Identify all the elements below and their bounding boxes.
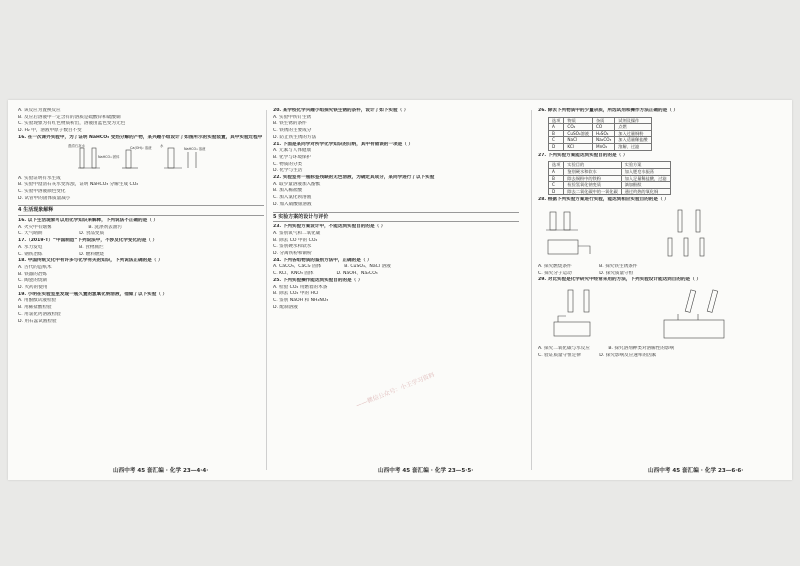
- option-line: C. 实验中溶液颜色变化: [18, 188, 66, 194]
- apparatus-figure: [18, 144, 264, 174]
- question-27: 27. 下列实验方案能达到实验目的的是（ ）: [538, 152, 628, 158]
- page-footer: 山西中考 45 套汇编 · 化学 23—6·6·: [648, 468, 744, 474]
- column-divider: [266, 110, 267, 470]
- question-26: 26. 除去下列物质中的少量杂质，所选试剂和操作方法正确的是（ ）: [538, 108, 678, 113]
- question-17: 17.（2019·T）“中国制造”下列说法中，不涉及化学变化的是（ ）: [18, 238, 158, 244]
- option-line: A. CaCO₃、CaCl₂ 固体 B. CuSO₄、NaCl 溶液: [273, 264, 391, 270]
- option-line: A. 实验中铁钉生锈: [273, 114, 312, 120]
- column-middle: [273, 108, 519, 474]
- table-row: B 除去铜粉中的铁粉 加入足量稀盐酸，过滤: [549, 175, 671, 182]
- option-line: B. 用稀盐酸检验: [18, 305, 52, 311]
- option-line: B. 反应后溶液中一定含有的溶质是硫酸锌和硫酸铜: [18, 114, 121, 120]
- question-23: 23. 下列实验方案设计中，不能达到实验目的的是（ ）: [273, 224, 386, 230]
- table-row: D KCl MnO₂ 溶解、过滤: [549, 144, 652, 151]
- option-line: C. 陶瓷的烧制: [18, 278, 48, 284]
- option-line: C. 铁锈的主要成分: [273, 128, 312, 134]
- watermark: ——微信公众号：小王学习资料: [355, 371, 436, 410]
- option-line: C. 用氯化钙溶液检验: [18, 311, 61, 317]
- figure-label: Ca(OH)₂ 溶液: [130, 145, 152, 150]
- question-20: 20. 某学校化学兴趣小组探究铁生锈的条件，设计了如下实验（ ）: [273, 108, 409, 113]
- option-line: C. KCl、KNO₃ 固体 D. NaOH、Na₂CO₃: [273, 271, 378, 277]
- question-19: 19. 小明在实验室里发现一瓶久置的氢氧化钠溶液，他做了以下实验（ ）: [18, 291, 168, 297]
- question: 16. 以下生活现象可以用化学知识来解释，下列说法不正确的是（ ）: [18, 218, 158, 224]
- option-line: C. 验证质量守恒定律 D. 探究影响反应速率的因素: [538, 352, 657, 358]
- figure-label: 水: [160, 143, 164, 148]
- figure-label: NaHCO₃ 固体: [98, 154, 120, 159]
- question-22: 22. 实验室有一瓶标签残缺的无色溶液，为确定其成分，某同学进行了以下实验: [273, 175, 435, 181]
- option-line: B. 铁器的冶炼: [18, 271, 48, 277]
- section-heading: 4 生活现象解释: [18, 205, 264, 216]
- option-line: B. 铁生锈的条件: [273, 121, 307, 127]
- option-line: C. 实验现象为有红色物质析出，溶液由蓝色变为无色: [18, 121, 126, 127]
- question-25: 25. 下列实验操作能达到实验目的的是（ ）: [273, 277, 363, 283]
- table-header-row: 选项 实验目的 实验方案: [549, 162, 671, 169]
- option-line: A. 古代的造纸术: [18, 264, 52, 270]
- option-line: D. H₂ 中，溶液中原子数目不变: [18, 128, 82, 134]
- option-line: B. 除去 CO₂ 中的 HCl: [273, 291, 319, 297]
- option-line: D. 用石蕊试液检验: [18, 318, 57, 324]
- option-line: C. 天气晴朗 D. 食品变质: [18, 231, 105, 237]
- question-28: 28. 根据下列实验方案进行实验，能达到相应实验目的的是（ ）: [538, 197, 669, 203]
- option-line: A. 用酚酞试液检验: [18, 298, 57, 304]
- table-row: A 鉴别硬水和软水 加入肥皂水振荡: [549, 168, 671, 175]
- option-line: D. 分离铁粉和铜粉: [273, 251, 312, 257]
- question-21: 21. 下面是某同学对所学化学知识的归纳，其中有错误的一项是（ ）: [273, 141, 413, 147]
- option-line: D. 化学与生活: [273, 168, 303, 174]
- table-row: A CO₂ CO 点燃: [549, 124, 652, 131]
- option-line: A. 该反应为置换反应: [18, 108, 61, 113]
- option-line: C. 钢铁冶炼 D. 燃料燃烧: [18, 251, 105, 257]
- experiment-figures: [538, 206, 784, 262]
- question-18: 18. 中国传统文化中有许多与化学有关的知识，下列说法正确的是（ ）: [18, 258, 163, 264]
- question-24: 24. 下列各组物质的鉴别方法中，正确的是（ ）: [273, 257, 372, 263]
- comparison-experiment-figures: [538, 286, 784, 344]
- option-line: C. 鉴别硬水和软水: [273, 244, 312, 250]
- question-26-table: [548, 117, 652, 151]
- option-line: A. 检验 CO₂ 用燃着的木条: [273, 284, 328, 290]
- question-16: 16. 在一次课外实验中，为了证明 NaHCO₃ 受热分解的产物，某兴趣小组设计了如图所示的实验装置，其中实验过程中: [18, 134, 263, 140]
- option-line: A. 鉴别氧气和二氧化碳: [273, 230, 321, 236]
- option-line: B. 化学与环境保护: [273, 154, 312, 160]
- column-left: [18, 108, 264, 474]
- table-row: C 检验氢氧化钠变质 滴加酚酞: [549, 182, 671, 189]
- option-line: D. 试管中的固体质量减小: [18, 195, 71, 201]
- table-header-row: 选项 物质 杂质 试剂及操作: [549, 117, 652, 124]
- option-line: A. 元素与人体健康: [273, 148, 312, 154]
- option-line: A. 探究二氧化碳与水反应 B. 探究溶剂种类对溶解性的影响: [538, 346, 675, 352]
- option-line: C. 物质的分类: [273, 161, 303, 167]
- question-29: 29. 对比实验是化学研究中经常采用的方法，下列实验设计能达到目的的是（ ）: [538, 277, 701, 283]
- option-line: A. 探究燃烧条件 B. 探究铁生锈条件: [538, 264, 638, 270]
- option-line: A. 实验证明有水生成: [18, 175, 61, 181]
- exam-sheet: [8, 100, 792, 480]
- table-row: C NaCl Na₂CO₃ 加入适量稀盐酸: [549, 137, 652, 144]
- section-heading: 5 实验方案的设计与评价: [273, 212, 519, 223]
- table-row: D 除去二氧化碳中的一氧化碳 通过灼热的氧化铜: [549, 188, 671, 195]
- option-line: A. 取少量溶液加入酚酞: [273, 181, 321, 187]
- option-line: D. 加入硝酸银溶液: [273, 201, 312, 207]
- option-line: B. 除去 CO 中的 CO₂: [273, 237, 318, 243]
- page-footer: 山西中考 45 套汇编 · 化学 23—5·5·: [378, 468, 474, 474]
- table-row: B CuSO₄溶液 H₂SO₄ 加入过量铜粉: [549, 130, 652, 137]
- option-line: D. 防止铁生锈的方法: [273, 134, 317, 140]
- option-line: B. 加入稀盐酸: [273, 188, 303, 194]
- option-line: C. 加入氯化钡溶液: [273, 195, 312, 201]
- option-line: D. 配制溶液: [273, 304, 298, 310]
- column-right: [538, 108, 784, 474]
- option-line: B. 实验中澄清石灰水变浑浊，证明 NaHCO₃ 分解生成 CO₂: [18, 182, 139, 188]
- option-line: C. 探究分子运动 D. 探究质量守恒: [538, 270, 634, 276]
- option-line: D. 火药的使用: [18, 285, 48, 291]
- figure-label: NaHCO₃ 溶液: [184, 146, 206, 151]
- column-divider: [531, 110, 532, 470]
- page-footer: 山西中考 45 套汇编 · 化学 23—4·4·: [113, 468, 209, 474]
- option-line: A. 火灾中有烟雾 B. 洗涤剂去油污: [18, 224, 122, 230]
- option-line: A. 水力发电 B. 食物腐烂: [18, 244, 104, 250]
- question-27-table: [548, 161, 671, 195]
- figure-label: 澄清石灰水: [68, 143, 85, 148]
- option-line: C. 鉴别 NaOH 和 NH₄NO₃: [273, 297, 329, 303]
